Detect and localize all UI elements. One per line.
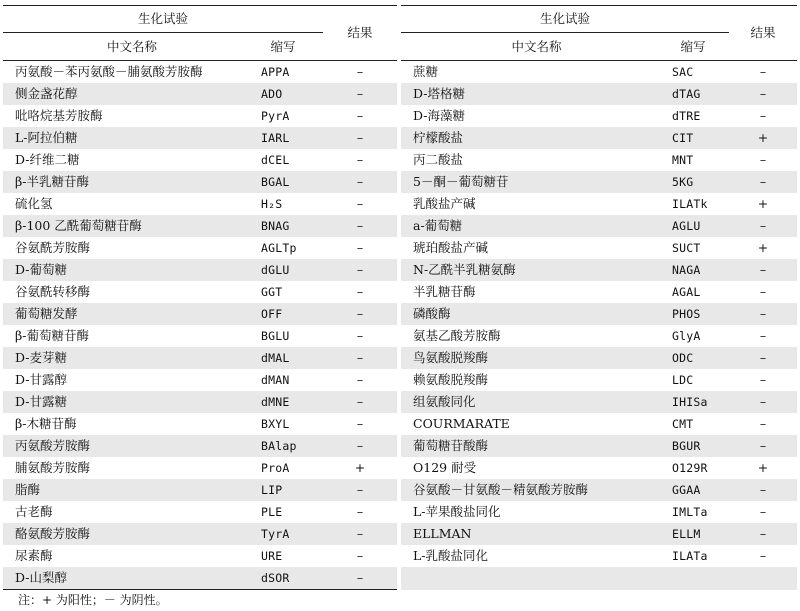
- table-row: [3, 281, 397, 303]
- cell-result: +: [757, 130, 769, 145]
- cell-abbr: IMLTa: [672, 505, 708, 519]
- table-row: [401, 501, 797, 523]
- cell-result: –: [356, 394, 364, 409]
- table-body: [3, 61, 397, 589]
- cell-result: –: [356, 196, 364, 211]
- cell-name: 鸟氨酸脱羧酶: [413, 350, 489, 365]
- cell-result: +: [757, 196, 769, 211]
- cell-name: β-木糖苷酶: [15, 416, 77, 431]
- empty-row: [401, 567, 797, 590]
- header-result: 结果: [347, 25, 373, 40]
- table-row: [3, 523, 397, 545]
- table-row: [401, 171, 797, 193]
- table-row: [401, 83, 797, 105]
- cell-name: D-葡萄糖: [15, 262, 67, 277]
- cell-name: 谷氨酰转移酶: [15, 284, 91, 299]
- cell-abbr: ILATk: [672, 197, 708, 211]
- cell-abbr: BAlap: [261, 439, 297, 453]
- cell-name: D-海藻糖: [413, 108, 465, 123]
- cell-abbr: LDC: [672, 373, 694, 387]
- cell-name: 蔗糖: [413, 64, 439, 79]
- cell-name: L-乳酸盐同化: [413, 548, 489, 563]
- cell-name: 谷氨酸－甘氨酸－精氨酸芳胺酶: [413, 482, 589, 497]
- table-row: [3, 435, 397, 457]
- cell-result: –: [356, 306, 364, 321]
- table-row: [3, 567, 397, 589]
- table-row: [3, 215, 397, 237]
- cell-abbr: BGAL: [261, 175, 290, 189]
- cell-name: D-甘露醇: [15, 372, 67, 387]
- cell-result: –: [356, 86, 364, 101]
- table-row: [401, 237, 797, 259]
- cell-abbr: BGUR: [672, 439, 701, 453]
- cell-name: 脂酶: [15, 482, 41, 497]
- cell-name: D-山梨醇: [15, 570, 67, 585]
- table-row: [401, 149, 797, 171]
- cell-name: a-葡萄糖: [413, 218, 463, 233]
- biochemical-test-table: [3, 5, 797, 588]
- header-group-label: 生化试验: [137, 11, 188, 26]
- cell-name: L-阿拉伯糖: [15, 130, 78, 145]
- cell-result: –: [356, 130, 364, 145]
- cell-name: 磷酸酶: [413, 306, 451, 321]
- cell-name: 琥珀酸盐产碱: [413, 240, 489, 255]
- table-header: [3, 6, 397, 61]
- table-row: [401, 545, 797, 567]
- cell-abbr: BXYL: [261, 417, 290, 431]
- cell-name: 丙氨酸芳胺酶: [15, 438, 91, 453]
- cell-abbr: 5KG: [672, 175, 694, 189]
- cell-abbr: BGLU: [261, 329, 290, 343]
- cell-result: –: [356, 350, 364, 365]
- cell-abbr: PHOS: [672, 307, 701, 321]
- table-row: [3, 391, 397, 413]
- cell-abbr: dSOR: [261, 571, 290, 585]
- cell-abbr: GlyA: [672, 329, 701, 343]
- table-row: [3, 347, 397, 369]
- left-half-table: [3, 5, 397, 590]
- cell-result: +: [757, 240, 769, 255]
- cell-name: D-麦芽糖: [15, 350, 67, 365]
- cell-abbr: ADO: [261, 87, 283, 101]
- cell-abbr: PyrA: [261, 109, 290, 123]
- cell-result: –: [356, 262, 364, 277]
- table-header: [401, 6, 797, 61]
- cell-result: –: [356, 526, 364, 541]
- cell-abbr: BNAG: [261, 219, 290, 233]
- cell-abbr: AGLU: [672, 219, 701, 233]
- cell-name: 5－酮－葡萄糖苷: [413, 174, 509, 189]
- cell-abbr: IHISa: [672, 395, 708, 409]
- cell-name: 丙二酸盐: [413, 152, 464, 167]
- table-row: [3, 545, 397, 567]
- header-abbr: 缩写: [270, 39, 296, 54]
- cell-result: –: [759, 416, 767, 431]
- cell-name: 谷氨酰芳胺酶: [15, 240, 91, 255]
- cell-result: –: [759, 548, 767, 563]
- table-row: [3, 501, 397, 523]
- cell-result: –: [356, 416, 364, 431]
- cell-abbr: ELLM: [672, 527, 701, 541]
- cell-abbr: AGAL: [672, 285, 701, 299]
- table-row: [3, 413, 397, 435]
- table-row: [401, 435, 797, 457]
- table-row: [3, 303, 397, 325]
- cell-result: –: [356, 328, 364, 343]
- cell-result: –: [759, 108, 767, 123]
- table-row: [401, 369, 797, 391]
- cell-name: 古老酶: [15, 504, 53, 519]
- table-row: [401, 479, 797, 501]
- table-row: [401, 391, 797, 413]
- cell-result: –: [356, 64, 364, 79]
- cell-abbr: URE: [261, 549, 283, 563]
- cell-abbr: PLE: [261, 505, 283, 519]
- cell-abbr: dMAL: [261, 351, 290, 365]
- cell-result: –: [759, 174, 767, 189]
- cell-name: 赖氨酸脱羧酶: [413, 372, 489, 387]
- table-row: [3, 193, 397, 215]
- table-row: [401, 105, 797, 127]
- cell-abbr: ILATa: [672, 549, 708, 563]
- cell-abbr: TyrA: [261, 527, 290, 541]
- header-name: 中文名称: [106, 39, 157, 54]
- cell-result: –: [356, 174, 364, 189]
- cell-result: –: [356, 152, 364, 167]
- cell-name: 吡咯烷基芳胺酶: [15, 108, 103, 123]
- cell-abbr: LIP: [261, 483, 283, 497]
- cell-name: ELLMAN: [413, 526, 472, 541]
- cell-name: 尿素酶: [15, 548, 53, 563]
- table-row: [401, 457, 797, 479]
- cell-abbr: dTRE: [672, 109, 701, 123]
- cell-abbr: AGLTp: [261, 241, 297, 255]
- cell-result: +: [757, 460, 769, 475]
- cell-abbr: dMNE: [261, 395, 290, 409]
- cell-name: L-苹果酸盐同化: [413, 504, 501, 519]
- cell-result: –: [759, 262, 767, 277]
- cell-abbr: NAGA: [672, 263, 701, 277]
- cell-name: β-100 乙酰葡萄糖苷酶: [15, 218, 142, 233]
- table-row: [401, 127, 797, 149]
- cell-abbr: OFF: [261, 307, 283, 321]
- table-row: [401, 215, 797, 237]
- cell-abbr: SAC: [672, 65, 694, 79]
- cell-result: –: [356, 504, 364, 519]
- cell-result: –: [356, 218, 364, 233]
- cell-name: 柠檬酸盐: [413, 130, 464, 145]
- cell-abbr: ODC: [672, 351, 694, 365]
- cell-abbr: H₂S: [261, 197, 283, 211]
- table-row: [401, 523, 797, 545]
- cell-result: –: [356, 570, 364, 585]
- cell-name: 侧金盏花醇: [15, 86, 78, 101]
- cell-result: –: [356, 284, 364, 299]
- cell-name: N-乙酰半乳糖氨酶: [413, 262, 516, 277]
- cell-result: –: [759, 350, 767, 365]
- cell-name: D-纤维二糖: [15, 152, 80, 167]
- cell-name: 葡萄糖发酵: [15, 306, 78, 321]
- cell-result: –: [759, 526, 767, 541]
- cell-abbr: MNT: [672, 153, 694, 167]
- table-row: [401, 303, 797, 325]
- table-row: [3, 61, 397, 83]
- table-row: [3, 171, 397, 193]
- cell-name: 硫化氢: [15, 196, 53, 211]
- cell-abbr: ProA: [261, 461, 290, 475]
- table-row: [401, 259, 797, 281]
- cell-result: –: [356, 548, 364, 563]
- cell-abbr: GGAA: [672, 483, 701, 497]
- header-abbr: 缩写: [680, 39, 706, 54]
- table-row: [401, 325, 797, 347]
- cell-abbr: APPA: [261, 65, 290, 79]
- cell-result: –: [759, 372, 767, 387]
- cell-name: D-甘露糖: [15, 394, 67, 409]
- cell-result: –: [759, 306, 767, 321]
- cell-result: –: [759, 218, 767, 233]
- cell-result: –: [759, 438, 767, 453]
- table-row: [401, 193, 797, 215]
- table-row: [401, 61, 797, 83]
- cell-name: 半乳糖苷酶: [413, 284, 476, 299]
- table-row: [3, 325, 397, 347]
- table-row: [401, 281, 797, 303]
- header-name: 中文名称: [511, 39, 562, 54]
- table-row: [3, 149, 397, 171]
- table-row: [3, 127, 397, 149]
- cell-result: –: [759, 394, 767, 409]
- cell-name: 氨基乙酸芳胺酶: [413, 328, 501, 343]
- header-group-label: 生化试验: [539, 11, 590, 26]
- cell-name: COURMARATE: [413, 416, 510, 431]
- cell-abbr: CIT: [672, 131, 694, 145]
- cell-abbr: IARL: [261, 131, 290, 145]
- cell-name: 丙氨酸－苯丙氨酸－脯氨酸芳胺酶: [15, 64, 203, 79]
- cell-name: 乳酸盐产碱: [413, 196, 476, 211]
- cell-name: 葡萄糖苷酸酶: [413, 438, 489, 453]
- table-footnote: 注：+ 为阳性；－ 为阴性。: [18, 593, 168, 607]
- table-row: [3, 83, 397, 105]
- cell-result: +: [354, 460, 366, 475]
- cell-abbr: dMAN: [261, 373, 290, 387]
- table-row: [3, 105, 397, 127]
- table-row: [3, 259, 397, 281]
- cell-result: –: [759, 482, 767, 497]
- table-row: [401, 347, 797, 369]
- cell-abbr: dCEL: [261, 153, 290, 167]
- cell-abbr: GGT: [261, 285, 283, 299]
- cell-name: D-塔格糖: [413, 86, 465, 101]
- cell-abbr: CMT: [672, 417, 694, 431]
- cell-result: –: [759, 86, 767, 101]
- right-half-table: [401, 5, 797, 590]
- header-result: 结果: [750, 25, 776, 40]
- cell-name: O129 耐受: [413, 460, 477, 475]
- table-row: [3, 369, 397, 391]
- cell-result: –: [759, 504, 767, 519]
- cell-name: 组氨酸同化: [413, 394, 476, 409]
- cell-result: –: [356, 240, 364, 255]
- table-body: [401, 61, 797, 590]
- cell-name: 脯氨酸芳胺酶: [15, 460, 91, 475]
- cell-result: –: [356, 482, 364, 497]
- cell-name: β-半乳糖苷酶: [15, 174, 89, 189]
- table-row: [3, 479, 397, 501]
- cell-name: β-葡萄糖苷酶: [15, 328, 89, 343]
- cell-abbr: dTAG: [672, 87, 701, 101]
- table-row: [3, 457, 397, 479]
- table-row: [401, 413, 797, 435]
- cell-abbr: O129R: [672, 461, 708, 475]
- cell-result: –: [356, 438, 364, 453]
- cell-result: –: [356, 108, 364, 123]
- cell-result: –: [759, 152, 767, 167]
- cell-result: –: [759, 64, 767, 79]
- cell-abbr: SUCT: [672, 241, 701, 255]
- cell-result: –: [759, 284, 767, 299]
- cell-result: –: [356, 372, 364, 387]
- cell-result: –: [759, 328, 767, 343]
- cell-abbr: dGLU: [261, 263, 290, 277]
- cell-name: 酪氨酸芳胺酶: [15, 526, 91, 541]
- table-row: [3, 237, 397, 259]
